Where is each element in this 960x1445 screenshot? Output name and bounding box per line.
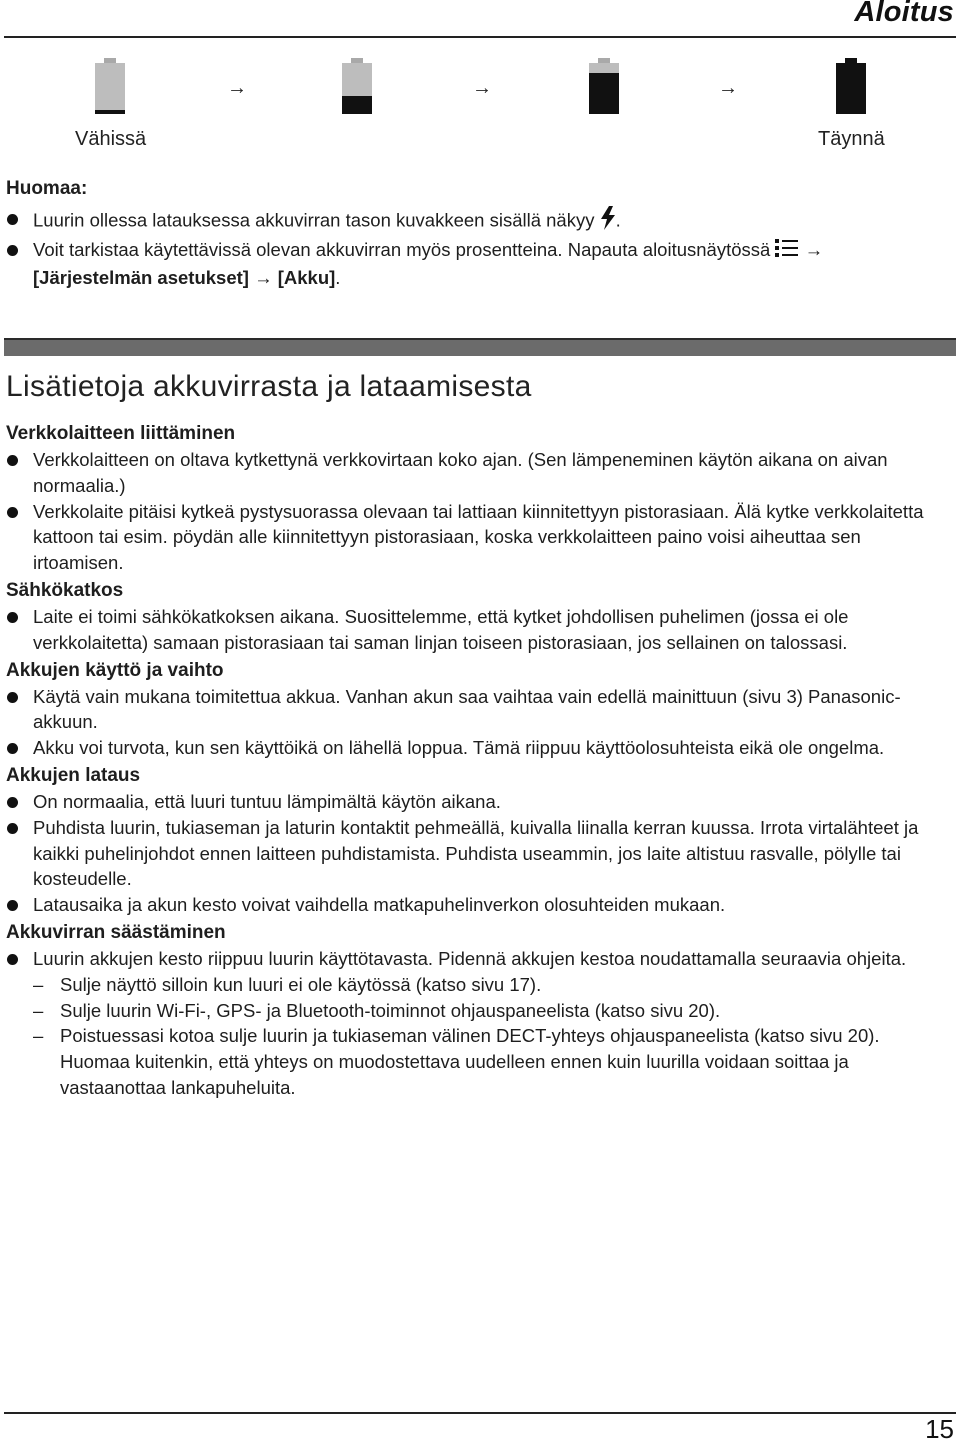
sub-heading: Akkujen lataus — [6, 764, 141, 786]
list-item-text: Verkkolaite pitäisi kytkeä pystysuorassa olevaan tai lattiaan kiinnitettyyn pistorasiaan. Älä kytke verkkolaitetta kattoon tai esim. pöydän alle kiinnitettyyn pistorasiaan, koska verkkolaitteen paino voisi aiheuttaa sen irtoamisen. — [33, 500, 924, 574]
setting-battery-label: [Akku] — [277, 266, 336, 288]
bullet-list — [6, 684, 951, 761]
note-item-1-end: . — [615, 209, 621, 231]
list-item — [6, 815, 951, 892]
bullet-icon — [7, 245, 18, 256]
dash-marker: – — [33, 999, 44, 1021]
bullet-list — [6, 789, 951, 918]
list-item — [6, 447, 951, 499]
list-item-text: Käytä vain mukana toimitettua akkua. Vanhan akun saa vaihtaa vain edellä mainittuun (sivu 3) Panasonic-akkuun. — [33, 685, 901, 733]
dash-item-text: Sulje näyttö silloin kun luuri ei ole käytössä (katso sivu 17). — [60, 973, 542, 995]
list-item-text: Verkkolaitteen on oltava kytkettynä verkkovirtaan koko ajan. (Sen lämpeneminen käytön aikana on aivan normaalia.) — [33, 449, 888, 496]
header-rule — [4, 36, 956, 38]
dash-item — [6, 972, 951, 998]
dash-marker: – — [33, 1025, 44, 1047]
battery-max-label: Täynnä — [818, 128, 885, 150]
bullet-icon — [7, 743, 18, 754]
sub-heading: Akkujen käyttö ja vaihto — [6, 659, 224, 681]
list-item-text: On normaalia, että luuri tuntuu lämpimältä käytön aikana. — [33, 790, 501, 812]
battery-empty-icon — [95, 58, 125, 114]
bullet-icon — [7, 900, 18, 911]
list-item — [6, 946, 951, 972]
bullet-icon — [7, 214, 18, 225]
list-item — [6, 892, 951, 918]
bullet-list — [6, 604, 951, 656]
note-item-2-end: . — [335, 266, 341, 288]
dash-item — [6, 998, 951, 1024]
list-item — [6, 604, 951, 656]
chapter-title: Aloitus — [854, 0, 954, 28]
bullet-icon — [7, 823, 18, 834]
battery-full-icon — [836, 58, 866, 114]
menu-list-icon — [775, 238, 799, 265]
section-bar — [4, 338, 956, 356]
bullet-icon — [7, 954, 18, 965]
list-item — [6, 684, 951, 736]
sub-heading: Sähkökatkos — [6, 579, 124, 601]
list-item — [6, 206, 951, 237]
list-item — [6, 237, 951, 291]
footer-rule — [4, 1412, 956, 1414]
list-item — [6, 499, 951, 576]
dash-item-text: Poistuessasi kotoa sulje luurin ja tukiaseman välinen DECT-yhteys ohjauspaneelista (katso sivu 20). Huomaa kuitenkin, että yhteys on muodostettava uudelleen ennen kuin luurilla voidaan soittaa ja vastaanottaa lankapuheluita. — [60, 1025, 880, 1098]
note-item-2-text: Voit tarkistaa käytettävissä olevan akkuvirran myös prosentteina. Napauta aloitusnäytössä — [33, 239, 771, 260]
dash-item-text: Sulje luurin Wi-Fi-, GPS- ja Bluetooth-toiminnot ohjauspaneelista (katso sivu 20). — [60, 999, 721, 1021]
sub-heading: Akkuvirran säästäminen — [6, 921, 226, 943]
list-item-text: Puhdista luurin, tukiaseman ja laturin kontaktit pehmeällä, kuivalla liinalla kerran kuussa. Irrota virtalähteet ja kaikki puhelinjohdot ennen laitteen puhdistamista. Puhdista useammin, jos laite altistuu rasvalle, pölylle tai kosteudelle. — [33, 816, 919, 890]
arrow-icon: → — [227, 77, 247, 99]
bullet-icon — [7, 507, 18, 518]
note-item-1-text: Luurin ollessa latauksessa akkuvirran tason kuvakkeen sisällä näkyy — [33, 209, 595, 231]
bullet-icon — [7, 455, 18, 466]
bullet-icon — [7, 612, 18, 623]
battery-low-icon — [342, 58, 372, 114]
note-list — [6, 206, 951, 291]
list-item-text: Akku voi turvota, kun sen käyttöikä on lähellä loppua. Tämä riippuu käyttöolosuhteista eikä ole ongelma. — [33, 737, 885, 759]
lightning-icon — [600, 206, 616, 237]
bullet-icon — [7, 797, 18, 808]
note-block — [6, 176, 951, 291]
section-content — [6, 419, 951, 1101]
section-heading: Lisätietoja akkuvirrasta ja lataamisesta — [6, 370, 532, 403]
page-number: 15 — [925, 1414, 954, 1444]
note-title: Huomaa: — [6, 178, 88, 199]
battery-medium-icon — [589, 58, 619, 114]
bullet-list — [6, 447, 951, 576]
list-item-text: Latausaika ja akun kesto voivat vaihdella matkapuhelinverkon olosuhteiden mukaan. — [33, 894, 726, 916]
dash-list — [6, 972, 951, 1101]
arrow-icon: → — [254, 266, 273, 288]
arrow-icon: → — [718, 77, 738, 99]
list-item — [6, 789, 951, 815]
list-item — [6, 735, 951, 761]
setting-system-label: [Järjestelmän asetukset] — [33, 266, 249, 288]
list-item-text: Laite ei toimi sähkökatkoksen aikana. Suosittelemme, että kytket johdollisen puhelimen (jossa ei ole verkkolaitetta) samaan pistorasiaan tai saman linjan toiseen pistorasiaan, jos sellainen on talossasi. — [33, 605, 849, 653]
dash-marker: – — [33, 973, 44, 995]
battery-min-label: Vähissä — [75, 128, 147, 150]
list-item-text: Luurin akkujen kesto riippuu luurin käyttötavasta. Pidennä akkujen kestoa noudattamalla seuraavia ohjeita. — [33, 947, 907, 969]
dash-item — [6, 1023, 951, 1100]
bullet-list — [6, 946, 951, 972]
arrow-icon: → — [472, 77, 492, 99]
bullet-icon — [7, 692, 18, 703]
arrow-icon: → — [804, 239, 824, 260]
sub-heading: Verkkolaitteen liittäminen — [6, 423, 236, 444]
